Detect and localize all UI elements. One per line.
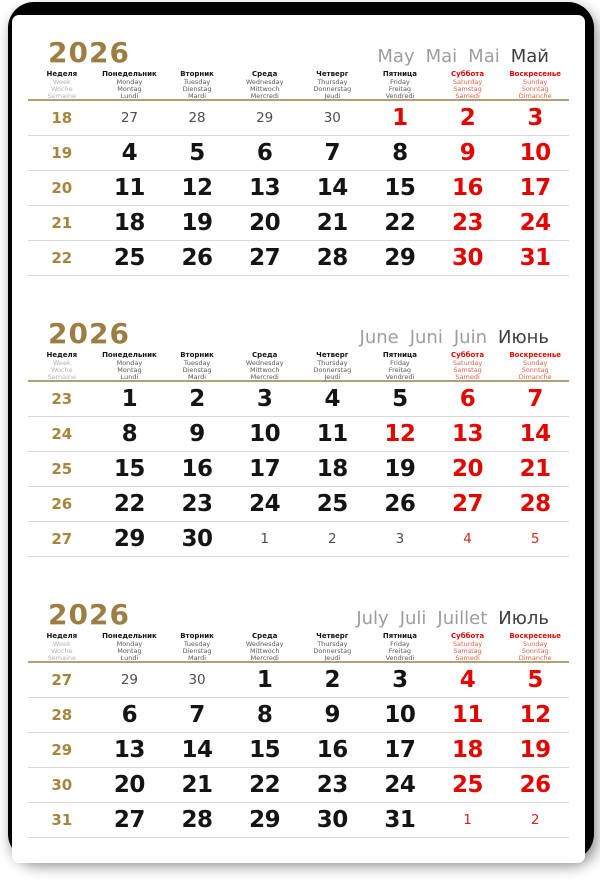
day-cell: 13 — [249, 175, 281, 201]
month-header-june — [28, 317, 569, 350]
day-cell: 16 — [452, 175, 484, 201]
day-cell: 10 — [384, 702, 416, 728]
day-cell: 31 — [384, 807, 416, 833]
weekday-name-sub-2: Dimanche — [518, 653, 552, 662]
weekday-name-ru: Вторник — [180, 351, 214, 359]
weekday-header-saturday — [434, 70, 502, 99]
day-cell: 1 — [392, 105, 408, 131]
weekday-header-tuesday — [163, 632, 231, 661]
weekday-name-sub-0: Thursday — [317, 359, 348, 367]
week-row-28 — [28, 698, 569, 733]
day-cell: 29 — [384, 245, 416, 271]
weekday-header-monday — [96, 632, 164, 661]
month-names — [356, 608, 549, 629]
day-cell: 10 — [519, 140, 551, 166]
day-cell: 2 — [459, 105, 476, 131]
day-cell: 25 — [316, 491, 348, 517]
day-cell: 23 — [316, 772, 348, 798]
day-cell: 21 — [316, 210, 348, 236]
weekday-name-sub-2: Dimanche — [518, 91, 552, 100]
day-cell: 23 — [452, 210, 484, 236]
day-cell: 18 — [113, 210, 145, 236]
calendar-page — [12, 15, 585, 863]
day-cell: 16 — [316, 737, 348, 763]
year-label: 2026 — [48, 317, 130, 350]
week-number: 21 — [51, 214, 73, 232]
month-name-intl-0: July — [356, 608, 389, 629]
weekday-name-sub-0: Tuesday — [183, 78, 211, 86]
month-name-ru: Июнь — [498, 327, 549, 348]
weekday-name-sub-0: Week — [52, 640, 71, 648]
month-grid-july — [28, 661, 569, 838]
day-cell: 19 — [181, 210, 213, 236]
weekday-name-sub-0: Saturday — [452, 640, 483, 648]
day-cell: 30 — [181, 526, 213, 552]
weekday-header-row — [28, 70, 569, 99]
weekday-header-friday — [366, 632, 434, 661]
weekday-header-monday — [96, 70, 164, 99]
weekday-name-sub-1: Mittwoch — [249, 365, 280, 374]
week-number: 18 — [51, 109, 73, 127]
week-number: 25 — [51, 460, 73, 478]
day-cell: 14 — [181, 737, 213, 763]
weekday-name-ru: Суббота — [451, 632, 485, 640]
day-cell: 7 — [189, 702, 205, 728]
day-cell: 2 — [189, 386, 205, 412]
week-row-25 — [28, 452, 569, 487]
day-cell: 29 — [249, 807, 281, 833]
day-cell: 27 — [113, 807, 145, 833]
week-row-19 — [28, 136, 569, 171]
weekday-header-thursday — [299, 632, 367, 661]
day-cell: 16 — [181, 456, 213, 482]
weekday-header-wednesday — [231, 632, 299, 661]
day-cell: 28 — [519, 491, 551, 517]
day-cell: 11 — [452, 702, 484, 728]
weekday-header-thursday — [299, 351, 367, 380]
weekday-name-ru: Пятница — [382, 351, 417, 359]
weekday-name-ru: Четверг — [316, 70, 349, 78]
day-cell: 2 — [530, 812, 540, 828]
weekday-name-sub-2: Lundi — [120, 653, 139, 662]
weekday-name-ru: Понедельник — [102, 351, 157, 359]
weekday-header-monday — [96, 351, 164, 380]
month-grid-june — [28, 380, 569, 557]
day-cell: 29 — [256, 110, 274, 126]
day-cell: 26 — [384, 491, 416, 517]
weekday-name-sub-2: Jeudi — [324, 372, 341, 381]
weekday-header-tuesday — [163, 351, 231, 380]
day-cell: 6 — [459, 386, 476, 412]
month-name-intl-2: Mai — [468, 46, 500, 67]
week-number: 31 — [51, 811, 73, 829]
weekday-name-ru: Пятница — [382, 70, 417, 78]
weekday-name-sub-2: Mardi — [188, 653, 207, 662]
weekday-name-sub-0: Thursday — [317, 640, 348, 648]
day-cell: 3 — [395, 531, 405, 547]
weekday-name-sub-0: Friday — [390, 359, 410, 367]
day-cell: 20 — [452, 456, 484, 482]
month-name-intl-0: May — [377, 46, 415, 67]
month-may — [28, 36, 569, 276]
day-cell: 1 — [256, 667, 273, 693]
weekday-name-ru: Неделя — [46, 351, 78, 359]
weekday-header-saturday — [434, 632, 502, 661]
day-cell: 28 — [316, 245, 348, 271]
weekday-name-sub-0: Monday — [116, 640, 143, 648]
week-row-23 — [28, 382, 569, 417]
day-cell: 21 — [181, 772, 213, 798]
weekday-header-friday — [366, 351, 434, 380]
day-cell: 25 — [113, 245, 145, 271]
weekday-name-sub-2: Samedi — [455, 91, 480, 100]
weekday-header-sunday — [501, 351, 569, 380]
day-cell: 22 — [113, 491, 145, 517]
day-cell: 22 — [384, 210, 416, 236]
weekday-name-sub-0: Friday — [390, 640, 410, 648]
day-cell: 9 — [324, 702, 341, 728]
weekday-name-sub-1: Montag — [117, 646, 142, 655]
day-cell: 6 — [121, 702, 138, 728]
weekday-name-sub-1: Donnerstag — [313, 84, 352, 93]
day-cell: 4 — [463, 531, 472, 547]
day-cell: 13 — [113, 737, 145, 763]
week-row-21 — [28, 206, 569, 241]
week-row-30 — [28, 768, 569, 803]
day-cell: 24 — [249, 491, 281, 517]
day-cell: 26 — [519, 772, 551, 798]
weekday-header-week — [28, 632, 96, 661]
week-number: 22 — [51, 249, 73, 267]
weekday-name-ru: Воскресенье — [509, 351, 562, 359]
weekday-name-sub-2: Samedi — [455, 372, 480, 381]
week-row-18 — [28, 101, 569, 136]
weekday-name-sub-2: Semaine — [47, 91, 76, 100]
month-header-may — [28, 36, 569, 69]
day-cell: 30 — [316, 807, 348, 833]
weekday-name-sub-0: Wednesday — [245, 359, 284, 367]
weekday-name-ru: Суббота — [451, 70, 485, 78]
week-row-20 — [28, 171, 569, 206]
months-container — [12, 36, 585, 838]
weekday-header-wednesday — [231, 351, 299, 380]
weekday-name-sub-2: Semaine — [47, 653, 76, 662]
day-cell: 5 — [527, 667, 543, 693]
day-cell: 25 — [452, 772, 484, 798]
weekday-name-ru: Понедельник — [102, 70, 157, 78]
weekday-name-sub-2: Vendredi — [385, 372, 415, 381]
day-cell: 18 — [452, 737, 484, 763]
day-cell: 17 — [519, 175, 551, 201]
day-cell: 18 — [316, 456, 348, 482]
weekday-name-sub-2: Jeudi — [324, 91, 341, 100]
weekday-name-ru: Неделя — [46, 632, 78, 640]
week-number: 23 — [51, 390, 73, 408]
day-cell: 30 — [323, 110, 341, 126]
day-cell: 29 — [113, 526, 145, 552]
weekday-name-sub-1: Mittwoch — [249, 646, 280, 655]
day-cell: 2 — [324, 667, 341, 693]
year-label: 2026 — [48, 36, 130, 69]
day-cell: 3 — [527, 105, 543, 131]
weekday-name-ru: Вторник — [180, 70, 214, 78]
day-cell: 8 — [121, 421, 138, 447]
week-row-26 — [28, 487, 569, 522]
weekday-name-sub-1: Freitag — [388, 646, 412, 655]
week-row-22 — [28, 241, 569, 276]
week-number: 30 — [51, 776, 73, 794]
weekday-name-sub-1: Woche — [50, 84, 73, 93]
weekday-name-sub-1: Woche — [50, 646, 73, 655]
weekday-name-sub-2: Lundi — [120, 372, 139, 381]
day-cell: 5 — [189, 140, 205, 166]
weekday-name-sub-0: Week — [52, 359, 71, 367]
weekday-name-sub-0: Saturday — [452, 359, 483, 367]
weekday-name-sub-2: Mardi — [188, 372, 207, 381]
weekday-name-sub-2: Mercredi — [250, 653, 279, 662]
weekday-header-row — [28, 351, 569, 380]
weekday-name-sub-1: Montag — [117, 365, 142, 374]
day-cell: 24 — [384, 772, 416, 798]
weekday-name-sub-1: Freitag — [388, 365, 412, 374]
month-grid-may — [28, 99, 569, 276]
weekday-header-tuesday — [163, 70, 231, 99]
day-cell: 10 — [249, 421, 281, 447]
weekday-name-sub-1: Donnerstag — [313, 646, 352, 655]
day-cell: 11 — [113, 175, 145, 201]
day-cell: 15 — [384, 175, 416, 201]
weekday-name-ru: Понедельник — [102, 632, 157, 640]
month-name-ru: Июль — [498, 608, 549, 629]
day-cell: 15 — [249, 737, 281, 763]
weekday-name-sub-0: Wednesday — [245, 640, 284, 648]
day-cell: 20 — [113, 772, 145, 798]
day-cell: 31 — [519, 245, 551, 271]
day-cell: 24 — [519, 210, 551, 236]
weekday-name-sub-0: Saturday — [452, 78, 483, 86]
day-cell: 30 — [452, 245, 484, 271]
day-cell: 1 — [463, 812, 472, 828]
day-cell: 17 — [249, 456, 281, 482]
day-cell: 28 — [188, 110, 206, 126]
day-cell: 13 — [452, 421, 484, 447]
month-name-intl-2: Juillet — [437, 608, 488, 629]
weekday-name-sub-1: Sonntag — [521, 365, 549, 374]
weekday-name-sub-1: Sonntag — [521, 646, 549, 655]
weekday-header-sunday — [501, 632, 569, 661]
weekday-name-sub-1: Donnerstag — [313, 365, 352, 374]
day-cell: 7 — [527, 386, 543, 412]
week-row-27 — [28, 663, 569, 698]
day-cell: 12 — [519, 702, 551, 728]
weekday-header-week — [28, 70, 96, 99]
day-cell: 1 — [260, 531, 269, 547]
weekday-name-sub-1: Dienstag — [182, 365, 212, 374]
week-row-24 — [28, 417, 569, 452]
month-names — [360, 327, 549, 348]
weekday-name-sub-0: Tuesday — [183, 640, 211, 648]
weekday-name-sub-0: Sunday — [523, 640, 548, 648]
weekday-header-friday — [366, 70, 434, 99]
month-name-intl-0: June — [359, 327, 399, 348]
day-cell: 4 — [324, 386, 341, 412]
month-names — [377, 46, 549, 67]
weekday-name-ru: Воскресенье — [509, 632, 562, 640]
weekday-name-sub-1: Mittwoch — [249, 84, 280, 93]
weekday-name-sub-2: Vendredi — [385, 91, 415, 100]
weekday-name-sub-0: Wednesday — [245, 78, 284, 86]
day-cell: 11 — [316, 421, 348, 447]
month-june — [28, 317, 569, 557]
weekday-name-ru: Четверг — [316, 632, 349, 640]
day-cell: 12 — [181, 175, 213, 201]
month-name-intl-2: Juin — [453, 327, 487, 348]
day-cell: 8 — [392, 140, 408, 166]
day-cell: 2 — [328, 531, 337, 547]
day-cell: 28 — [181, 807, 213, 833]
day-cell: 14 — [519, 421, 551, 447]
weekday-name-sub-1: Freitag — [388, 84, 412, 93]
weekday-name-sub-2: Mardi — [188, 91, 207, 100]
weekday-name-sub-0: Week — [52, 78, 71, 86]
day-cell: 5 — [392, 386, 408, 412]
day-cell: 27 — [120, 110, 139, 126]
weekday-name-sub-1: Woche — [50, 365, 73, 374]
week-row-27 — [28, 522, 569, 557]
week-number: 20 — [51, 179, 73, 197]
day-cell: 14 — [316, 175, 348, 201]
weekday-name-sub-0: Thursday — [317, 78, 348, 86]
week-number: 27 — [51, 530, 73, 548]
day-cell: 21 — [519, 456, 551, 482]
year-label: 2026 — [48, 598, 130, 631]
day-cell: 30 — [188, 672, 206, 688]
weekday-name-sub-0: Monday — [116, 78, 143, 86]
day-cell: 4 — [121, 140, 138, 166]
weekday-header-saturday — [434, 351, 502, 380]
weekday-name-sub-2: Vendredi — [385, 653, 415, 662]
day-cell: 6 — [256, 140, 273, 166]
weekday-name-ru: Среда — [252, 70, 278, 78]
weekday-name-sub-0: Tuesday — [183, 359, 211, 367]
weekday-name-sub-1: Samstag — [453, 646, 482, 655]
month-name-intl-1: Juni — [409, 327, 443, 348]
day-cell: 8 — [256, 702, 273, 728]
day-cell: 23 — [181, 491, 213, 517]
day-cell: 22 — [249, 772, 281, 798]
weekday-name-sub-2: Lundi — [120, 91, 139, 100]
day-cell: 27 — [452, 491, 484, 517]
weekday-name-sub-0: Sunday — [523, 78, 548, 86]
month-name-intl-1: Juli — [399, 608, 427, 629]
weekday-name-sub-1: Dienstag — [182, 646, 212, 655]
day-cell: 9 — [189, 421, 205, 447]
weekday-name-sub-1: Dienstag — [182, 84, 212, 93]
day-cell: 4 — [459, 667, 476, 693]
week-row-29 — [28, 733, 569, 768]
week-number: 27 — [51, 671, 73, 689]
day-cell: 19 — [384, 456, 416, 482]
day-cell: 3 — [392, 667, 408, 693]
day-cell: 1 — [121, 386, 138, 412]
week-number: 26 — [51, 495, 73, 513]
week-number: 19 — [51, 144, 73, 162]
weekday-name-ru: Воскресенье — [509, 70, 562, 78]
day-cell: 19 — [519, 737, 551, 763]
weekday-name-ru: Суббота — [451, 351, 485, 359]
day-cell: 26 — [181, 245, 213, 271]
weekday-name-sub-2: Mercredi — [250, 91, 279, 100]
day-cell: 29 — [120, 672, 139, 688]
weekday-name-sub-2: Semaine — [47, 372, 76, 381]
weekday-header-week — [28, 351, 96, 380]
weekday-name-sub-2: Dimanche — [518, 372, 552, 381]
weekday-name-sub-1: Montag — [117, 84, 142, 93]
weekday-name-sub-2: Samedi — [455, 653, 480, 662]
month-name-intl-1: Mai — [425, 46, 458, 67]
day-cell: 5 — [530, 531, 540, 547]
day-cell: 3 — [256, 386, 273, 412]
weekday-name-sub-1: Samstag — [453, 84, 482, 93]
weekday-name-sub-1: Samstag — [453, 365, 482, 374]
week-number: 29 — [51, 741, 73, 759]
weekday-name-ru: Вторник — [180, 632, 214, 640]
weekday-name-ru: Неделя — [46, 70, 78, 78]
week-number: 28 — [51, 706, 73, 724]
day-cell: 27 — [249, 245, 281, 271]
weekday-name-sub-2: Jeudi — [324, 653, 341, 662]
week-row-31 — [28, 803, 569, 838]
weekday-header-thursday — [299, 70, 367, 99]
day-cell: 12 — [384, 421, 416, 447]
day-cell: 20 — [249, 210, 281, 236]
weekday-name-sub-1: Sonntag — [521, 84, 549, 93]
weekday-header-row — [28, 632, 569, 661]
day-cell: 9 — [459, 140, 476, 166]
weekday-name-sub-0: Sunday — [523, 359, 548, 367]
weekday-header-sunday — [501, 70, 569, 99]
weekday-name-sub-0: Monday — [116, 359, 143, 367]
weekday-name-ru: Четверг — [316, 351, 349, 359]
month-july — [28, 598, 569, 838]
day-cell: 15 — [113, 456, 145, 482]
month-name-ru: Май — [510, 46, 549, 67]
weekday-name-ru: Среда — [252, 351, 278, 359]
weekday-name-ru: Среда — [252, 632, 278, 640]
weekday-name-sub-2: Mercredi — [250, 372, 279, 381]
month-header-july — [28, 598, 569, 631]
weekday-name-ru: Пятница — [382, 632, 417, 640]
weekday-name-sub-0: Friday — [390, 78, 410, 86]
day-cell: 7 — [324, 140, 341, 166]
week-number: 24 — [51, 425, 73, 443]
day-cell: 17 — [384, 737, 416, 763]
weekday-header-wednesday — [231, 70, 299, 99]
